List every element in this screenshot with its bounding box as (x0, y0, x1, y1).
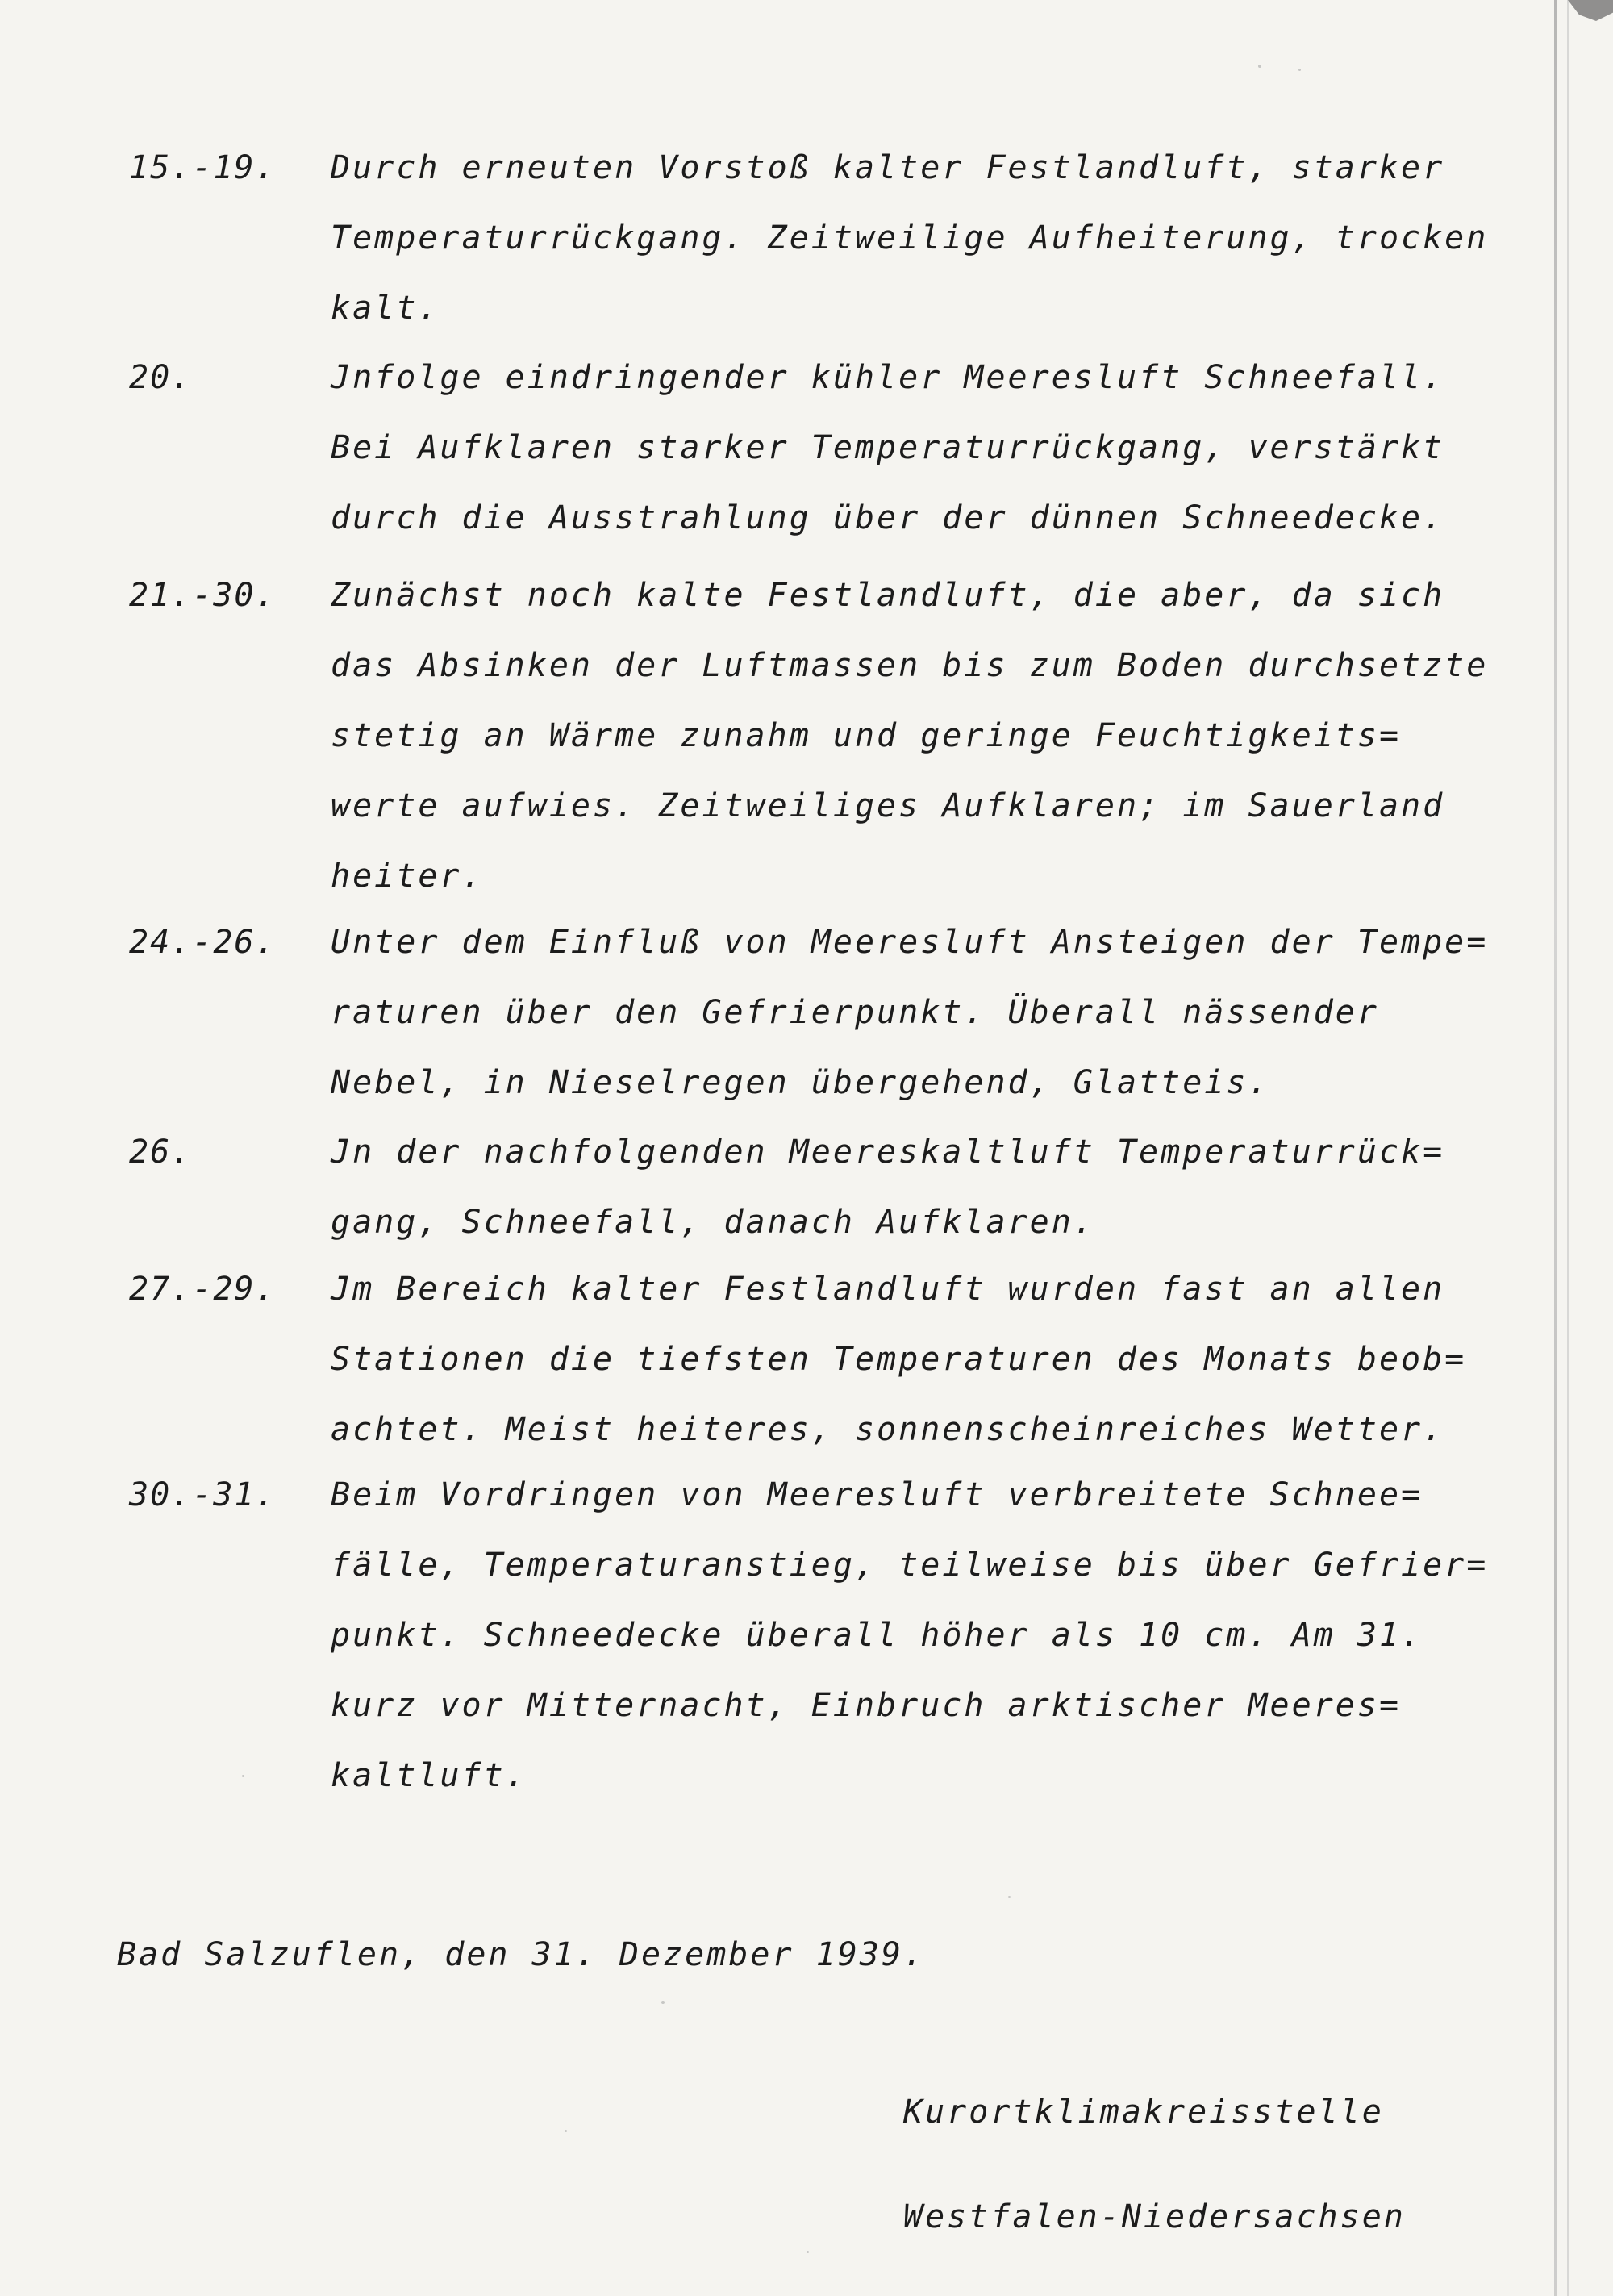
entry-date: 15.-19. (129, 149, 277, 186)
entry-date: 27.-29. (129, 1271, 277, 1308)
paper-speck (242, 1775, 244, 1777)
entry-text: Unter dem Einfluß von Meeresluft Ansteigen der Tempe= raturen über den Gefrierpunkt. Überall nässender Nebel, in Nieselregen übergehend, Glatteis. (331, 924, 1489, 1101)
entry-date: 30.-31. (129, 1476, 277, 1513)
entry-text: Beim Vordringen von Meeresluft verbreitete Schnee= fälle, Temperaturanstieg, teilweise bis über Gefrier= punkt. Schneedecke überall höher als 10 cm. Am 31. kurz vor Mitternacht, Einbruch arktischer Meeres= kaltluft. (331, 1476, 1489, 1794)
paper-speck (1298, 69, 1301, 71)
binding-edge (1554, 0, 1557, 2296)
entry-date: 21.-30. (129, 577, 277, 614)
binding-edge-shadow (1567, 0, 1569, 2296)
paper-speck (1258, 65, 1261, 68)
signature-line-2: Westfalen-Niedersachsen (903, 2198, 1406, 2235)
entry-date: 20. (129, 359, 193, 396)
entry-text: Durch erneuten Vorstoß kalter Festlandluft, starker Temperaturrückgang. Zeitweilige Aufheiterung, trocken kalt. (331, 149, 1489, 327)
paper-speck (1008, 1896, 1011, 1898)
entry-text: Jnfolge eindringender kühler Meeresluft Schneefall. Bei Aufklaren starker Temperaturrückgang, verstärkt durch die Ausstrahlung über der dünnen Schneedecke. (331, 359, 1445, 536)
paper-speck (806, 2251, 809, 2253)
entry-text: Jn der nachfolgenden Meereskaltluft Temperaturrück= gang, Schneefall, danach Aufklaren. (331, 1133, 1445, 1241)
entry-text: Zunächst noch kalte Festlandluft, die aber, da sich das Absinken der Luftmassen bis zum Boden durchsetzte stetig an Wärme zunahm und geringe Feuchtigkeits= werte aufwies. Zeitweiliges Aufklaren; im Sauerland heiter. (331, 577, 1489, 895)
signature-line-1: Kurortklimakreisstelle (903, 2094, 1384, 2131)
corner-mark (1557, 0, 1613, 21)
entry-date: 26. (129, 1133, 193, 1171)
place-date-line: Bad Salzuflen, den 31. Dezember 1939. (117, 1936, 926, 1973)
paper-speck (661, 2001, 665, 2004)
entry-text: Jm Bereich kalter Festlandluft wurden fast an allen Stationen die tiefsten Temperaturen des Monats beob= achtet. Meist heiteres, sonnenscheinreiches Wetter. (331, 1271, 1467, 1448)
paper-speck (565, 2130, 567, 2132)
entry-date: 24.-26. (129, 924, 277, 961)
